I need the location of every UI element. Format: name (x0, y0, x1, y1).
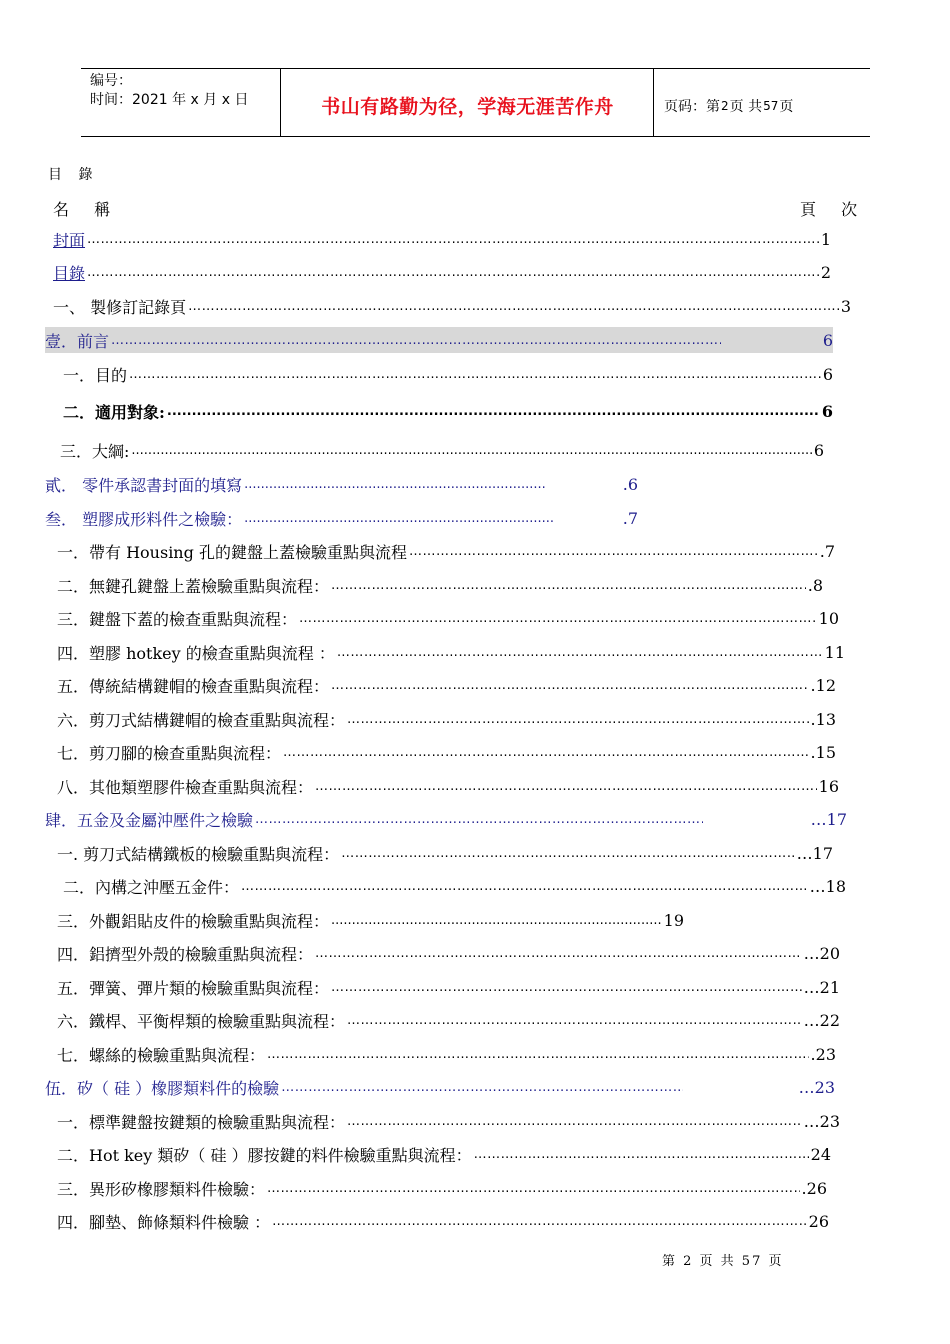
toc-entry (57, 639, 845, 665)
leader-dots (129, 367, 821, 382)
toc-page-number: 26 (808, 1211, 829, 1231)
leader-dots (188, 299, 839, 314)
toc-label: 三．大綱: (60, 441, 130, 461)
toc-label: 一．帶有 Housing 孔的鍵盤上蓋檢驗重點與流程 (57, 542, 407, 562)
page-prefix: 页码：第 (664, 98, 720, 115)
toc-page-number: …20 (803, 943, 840, 963)
leader-dots (331, 578, 806, 593)
toc-column-name: 名 稱 (53, 200, 121, 219)
page-footer: 第 2 页 共 57 页 (662, 1254, 784, 1269)
toc-page-number: …17 (810, 809, 847, 829)
leader-dots (244, 477, 546, 492)
leader-dots (267, 1047, 809, 1062)
toc-entry (57, 1108, 840, 1134)
toc-page-number: .6 (622, 474, 638, 494)
toc-entry (57, 907, 684, 933)
toc-page-number: …23 (803, 1111, 840, 1131)
leader-dots (111, 333, 721, 348)
toc-page-number: 2 (820, 262, 831, 282)
header-motto: 书山有路勤为径，学海无涯苦作舟 (282, 69, 654, 136)
toc-page-number: .13 (810, 709, 836, 729)
leader-dots (281, 1080, 683, 1095)
toc-page-number: …21 (803, 977, 840, 997)
toc-entry (57, 1141, 831, 1167)
toc-label: 六．剪刀式結構鍵帽的檢查重點與流程： (57, 710, 346, 730)
toc-label: 七．螺絲的檢驗重點與流程： (57, 1045, 266, 1065)
toc-label: 三．外觀鋁貼皮件的檢驗重點與流程： (57, 911, 330, 931)
toc-entry (57, 605, 839, 631)
leader-dots (244, 511, 554, 526)
toc-page-number: 1 (820, 229, 831, 249)
toc-page-number: 19 (663, 910, 684, 930)
toc-page-number: 3 (840, 296, 851, 316)
toc-page-number: 16 (818, 776, 839, 796)
toc-page-number: 6 (822, 364, 833, 384)
toc-page-number: .15 (810, 742, 836, 762)
toc-label: 二．無鍵孔鍵盤上蓋檢驗重點與流程： (57, 576, 330, 596)
page-current: 2 (721, 98, 729, 113)
time-label: 时间：2021 年 x 月 x 日 (90, 92, 249, 108)
toc-label: 肆．五金及金屬沖壓件之檢驗 (45, 810, 254, 830)
leader-dots (299, 611, 817, 626)
toc-label: 伍．矽（ 硅 ）橡膠類料件的檢驗 (45, 1078, 280, 1098)
toc-label: 四．腳墊、飾條類料件檢驗 ： (57, 1212, 271, 1232)
toc-entry (60, 437, 824, 463)
leader-dots (267, 1181, 800, 1196)
toc-label: 五．彈簧、彈片類的檢驗重點與流程： (57, 978, 330, 998)
number-label: 编号： (90, 73, 132, 89)
toc-entry-section (45, 327, 833, 353)
toc-label: 五．傳統結構鍵帽的檢查重點與流程： (57, 676, 330, 696)
toc-page-number: 6 (821, 401, 833, 421)
toc-entry-cover[interactable] (53, 226, 831, 252)
toc-label: 一．標準鍵盤按鍵類的檢驗重點與流程： (57, 1112, 346, 1132)
toc-page-number: 24 (810, 1144, 831, 1164)
toc-label: 一. 剪刀式結構鐵板的檢驗重點與流程： (57, 844, 340, 864)
page-suffix: 页 (779, 98, 794, 115)
toc-entry (57, 739, 836, 765)
toc-entry-section (45, 1074, 835, 1100)
leader-dots (255, 812, 703, 827)
leader-dots (474, 1147, 809, 1162)
toc-entry (57, 1007, 840, 1033)
page-total: 57 (763, 98, 779, 113)
leader-dots (341, 846, 794, 861)
toc-label: 叁． 塑膠成形料件之檢驗： (45, 509, 243, 529)
toc-entry (63, 398, 833, 424)
toc-page-number: …22 (803, 1010, 840, 1030)
toc-title: 目 錄 (48, 167, 99, 183)
toc-label: 四．鋁擠型外殼的檢驗重點與流程： (57, 944, 314, 964)
page-mid: 页 共 (729, 98, 763, 115)
toc-entry-section (45, 505, 638, 531)
toc-page-number: .23 (810, 1044, 836, 1064)
toc-page-number: …17 (796, 843, 833, 863)
leader-dots (347, 1114, 802, 1129)
toc-label: 八．其他類塑膠件檢查重點與流程： (57, 777, 314, 797)
toc-page-number: 6 (813, 440, 824, 460)
leader-dots (272, 1214, 807, 1229)
toc-page-number: 6 (822, 330, 833, 350)
toc-entry (57, 1175, 827, 1201)
toc-entry (57, 940, 840, 966)
toc-label: 二．適用對象: (63, 402, 165, 422)
toc-label: 一、 製修訂記錄頁 (53, 297, 187, 317)
toc-page-number: .8 (807, 575, 823, 595)
toc-entry (57, 773, 839, 799)
leader-dots (315, 946, 802, 961)
toc-entry (63, 361, 833, 387)
toc-label: 七．剪刀腳的檢查重點與流程： (57, 743, 282, 763)
leader-dots (131, 443, 811, 458)
toc-entry-contents[interactable] (53, 259, 831, 285)
leader-dots (331, 980, 802, 995)
toc-entry-section (45, 806, 847, 832)
toc-page-number: .7 (819, 541, 835, 561)
toc-page-number: 11 (824, 642, 845, 662)
leader-dots (87, 265, 819, 280)
toc-entry (57, 672, 836, 698)
leader-dots (87, 232, 819, 247)
leader-dots (337, 645, 823, 660)
toc-entry (57, 840, 833, 866)
toc-entry (57, 706, 836, 732)
document-header (81, 68, 870, 137)
toc-column-page: 頁 次 (800, 200, 868, 219)
toc-page-number: .26 (801, 1178, 827, 1198)
toc-entry (57, 538, 835, 564)
leader-dots (331, 678, 809, 693)
toc-page-number: …18 (809, 876, 846, 896)
toc-entry (57, 572, 823, 598)
toc-page-number: .7 (622, 508, 638, 528)
toc-label: 壹．前言 (45, 331, 110, 351)
toc-entry (63, 873, 846, 899)
toc-label: 四．塑膠 hotkey 的檢查重點與流程 ： (57, 643, 335, 663)
leader-dots (283, 745, 809, 760)
toc-page-number: …23 (798, 1077, 835, 1097)
header-page-info (655, 69, 870, 136)
leader-dots (241, 879, 808, 894)
toc-label: 二．內構之沖壓五金件： (63, 877, 240, 897)
leader-dots (409, 544, 818, 559)
toc-entry (57, 974, 840, 1000)
toc-link[interactable]: 目錄 (53, 263, 86, 283)
leader-dots (315, 779, 817, 794)
toc-label: 一．目的 (63, 365, 128, 385)
toc-label: 六．鐵桿、平衡桿類的檢驗重點與流程： (57, 1011, 346, 1031)
leader-dots (167, 404, 820, 419)
toc-entry (57, 1041, 836, 1067)
toc-link[interactable]: 封面 (53, 230, 86, 250)
toc-entry (53, 293, 851, 319)
leader-dots (331, 913, 662, 928)
toc-label: 二．Hot key 類矽（ 硅 ）膠按鍵的料件檢驗重點與流程： (57, 1145, 472, 1165)
leader-dots (347, 712, 809, 727)
toc-page-number: .12 (810, 675, 836, 695)
toc-label: 貳． 零件承認書封面的填寫 (45, 475, 243, 495)
toc-entry-section (45, 471, 638, 497)
toc-label: 三．異形矽橡膠類料件檢驗： (57, 1179, 266, 1199)
toc-label: 三．鍵盤下蓋的檢查重點與流程： (57, 609, 298, 629)
leader-dots (347, 1013, 802, 1028)
header-meta-cell (81, 69, 281, 136)
toc-entry (57, 1208, 829, 1234)
toc-page-number: 10 (818, 608, 839, 628)
